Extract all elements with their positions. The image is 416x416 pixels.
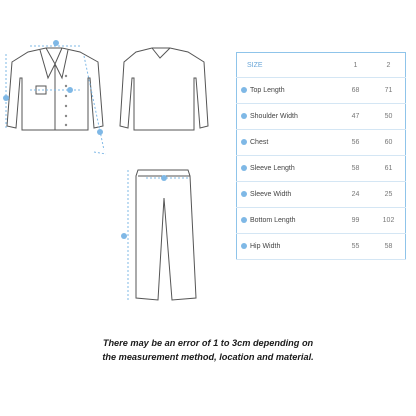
table-row [237, 104, 406, 130]
shirt-back-drawing [120, 48, 208, 130]
table-row [237, 78, 406, 104]
row-label: Shoulder Width [250, 113, 298, 120]
row-value: 50 [372, 104, 406, 130]
row-label: Hip Width [250, 243, 281, 250]
measurement-marker-icon [241, 243, 247, 249]
shirt-buttons [65, 75, 67, 126]
measurement-marker-icon [241, 217, 247, 223]
row-label: Chest [250, 139, 269, 146]
row-value: 58 [372, 234, 406, 260]
measurement-marker-icon [241, 113, 247, 119]
size-column-1: 1 [339, 53, 372, 78]
row-value: 102 [372, 208, 406, 234]
row-label: Top Length [250, 87, 285, 94]
shirt-front-drawing [7, 48, 103, 130]
measurement-marker-icon [241, 139, 247, 145]
table-row [237, 182, 406, 208]
measurement-marker-icon [241, 191, 247, 197]
row-value: 58 [339, 156, 372, 182]
size-header-row [237, 53, 406, 78]
size-column-2: 2 [372, 53, 406, 78]
size-chart-table [236, 52, 406, 260]
table-row [237, 208, 406, 234]
row-value: 25 [372, 182, 406, 208]
row-value: 99 [339, 208, 372, 234]
table-row [237, 234, 406, 260]
pants-measure-lines [128, 170, 188, 300]
row-value: 71 [372, 78, 406, 104]
row-label: Sleeve Width [250, 191, 292, 198]
measurement-note [0, 336, 416, 364]
row-label: Sleeve Length [250, 165, 295, 172]
row-value: 60 [372, 130, 406, 156]
garment-illustration [0, 30, 232, 320]
note-line-2: the measurement method, location and material. [102, 352, 314, 362]
table-row [237, 156, 406, 182]
note-line-1: There may be an error of 1 to 3cm depending on [102, 338, 314, 348]
row-value: 56 [339, 130, 372, 156]
row-value: 61 [372, 156, 406, 182]
measurement-marker-icon [241, 87, 247, 93]
row-value: 24 [339, 182, 372, 208]
row-value: 68 [339, 78, 372, 104]
table-row [237, 130, 406, 156]
pants-drawing [136, 170, 196, 300]
size-header-label: SIZE [237, 53, 340, 78]
row-value: 47 [339, 104, 372, 130]
row-label: Bottom Length [250, 217, 296, 224]
measurement-marker-icon [241, 165, 247, 171]
row-value: 55 [339, 234, 372, 260]
